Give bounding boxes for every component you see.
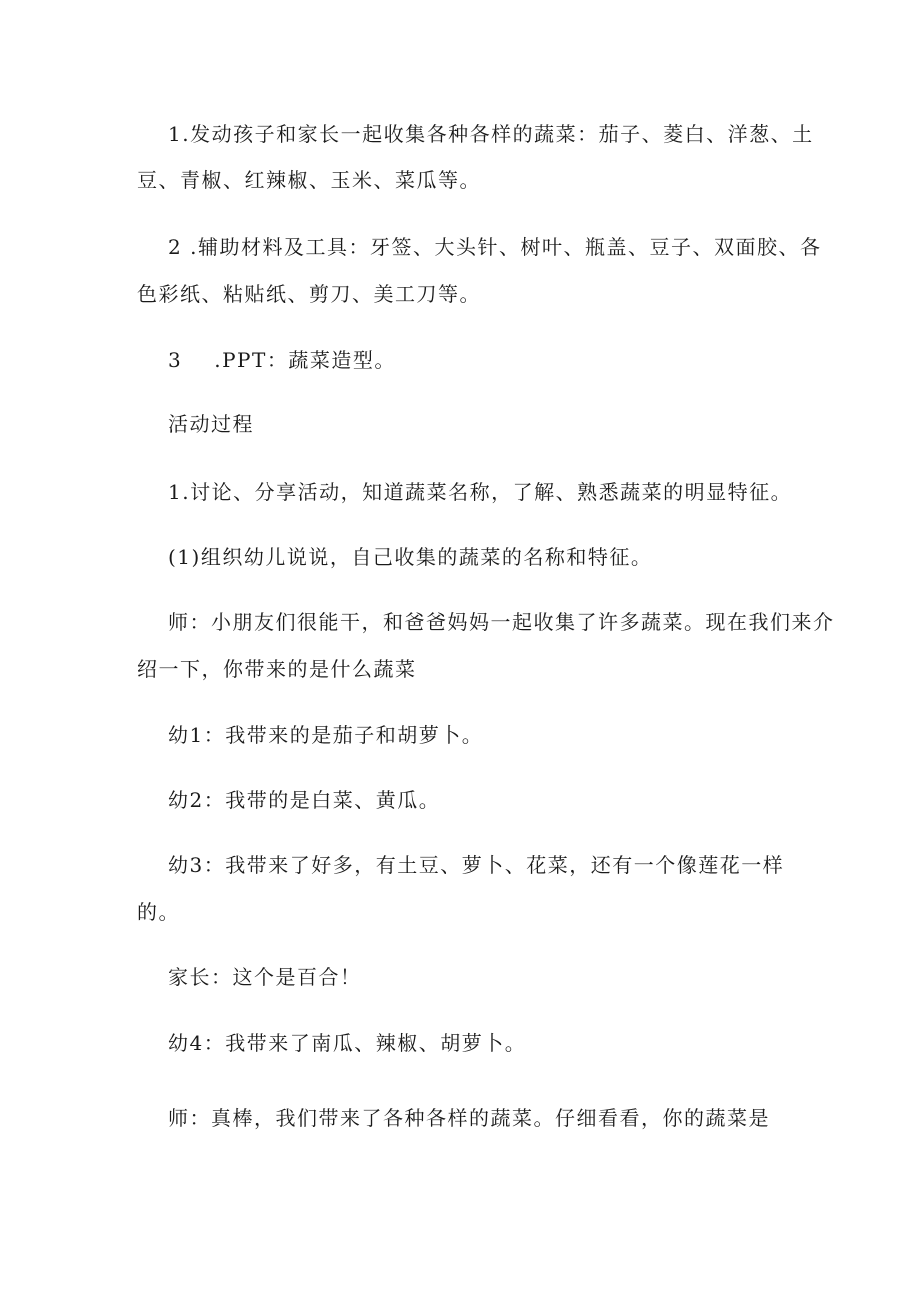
material-item-3-number: 3: [168, 348, 183, 372]
material-item-1-line-2: 豆、青椒、红辣椒、玉米、菜瓜等。: [137, 168, 481, 192]
teacher-line-2: 师：真棒，我们带来了各种各样的蔬菜。仔细看看，你的蔬菜是: [168, 1106, 770, 1130]
material-item-2-line-1: 2 .辅助材料及工具：牙签、大头针、树叶、瓶盖、豆子、双面胶、各: [168, 235, 822, 259]
material-item-2-line-2: 色彩纸、粘贴纸、剪刀、美工刀等。: [137, 282, 481, 306]
teacher-line-1: 师：小朋友们很能干，和爸爸妈妈一起收集了许多蔬菜。现在我们来介: [168, 610, 835, 634]
material-item-3-text: .PPT：蔬菜造型。: [214, 348, 396, 372]
child-4-line: 幼4：我带来了南瓜、辣椒、胡萝卜。: [168, 1031, 527, 1055]
teacher-line-1-cont: 绍一下，你带来的是什么蔬菜: [137, 657, 417, 681]
material-item-1-line-1: 1.发动孩子和家长一起收集各种各样的蔬菜：茄子、菱白、洋葱、土: [168, 122, 814, 146]
child-2-line: 幼2：我带的是白菜、黄瓜。: [168, 788, 441, 812]
parent-line: 家长：这个是百合！: [168, 965, 362, 989]
material-item-3: [168, 346, 396, 374]
section-title: 活动过程: [168, 412, 254, 436]
child-3-line-cont: 的。: [137, 900, 180, 924]
child-1-line: 幼1：我带来的是茄子和胡萝卜。: [168, 723, 484, 747]
process-step-1: 1.讨论、分享活动，知道蔬菜名称，了解、熟悉蔬菜的明显特征。: [168, 480, 793, 504]
process-substep-1: (1)组织幼儿说说，自己收集的蔬菜的名称和特征。: [168, 545, 653, 569]
child-3-line: 幼3：我带来了好多，有土豆、萝卜、花菜，还有一个像莲花一样: [168, 853, 785, 877]
